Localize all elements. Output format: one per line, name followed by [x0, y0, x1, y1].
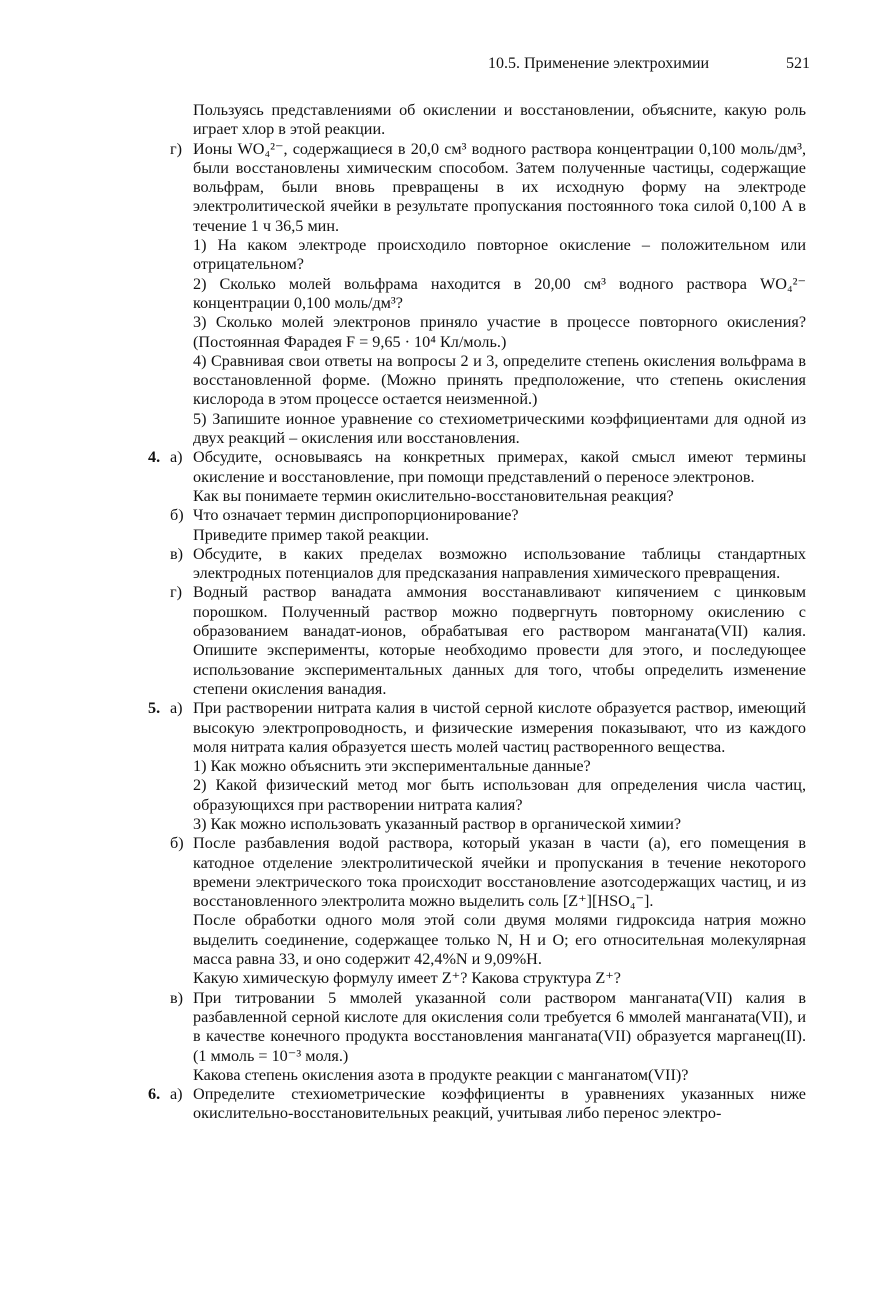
item-label: а) — [170, 1085, 183, 1104]
item-label: в) — [170, 544, 184, 563]
question-number: 6. — [148, 1085, 161, 1104]
paragraph: Обсудите, в каких пределах возможно использование таблицы стандартных электродных потенциалов для предсказания направления химического превращения. — [193, 544, 806, 583]
paragraph: Как вы понимаете термин окислительно-восстановительная реакция? — [193, 486, 674, 505]
question-5b — [148, 834, 806, 988]
item-label: а) — [170, 448, 183, 467]
page-body — [148, 101, 806, 1124]
subquestion: 4) Сравнивая свои ответы на вопросы 2 и 3, определите степень окисления вольфрама в восстановленной форме. (Можно принять предположение, что степень окисления кислорода в этом процессе остается неизменной.) — [193, 351, 806, 409]
paragraph: При титровании 5 ммолей указанной соли раствором манганата(VII) калия в разбавленной серной кислоте для окисления соли требуется 6 ммолей манганата(VII), и в качестве конечного продукта восстановления манганата(VII) образуется марганец(II). (1 ммоль = 10⁻³ моля.) — [193, 988, 806, 1065]
subquestion: 2) Какой физический метод мог быть использован для определения числа частиц, образующихся при растворении нитрата калия? — [193, 776, 806, 814]
item-label: г) — [170, 583, 183, 602]
paragraph: Приведите пример такой реакции. — [193, 525, 430, 544]
question-4g — [148, 583, 806, 699]
item-label: г) — [170, 139, 183, 158]
paragraph: Какова степень окисления азота в продукте реакции с манганатом(VII)? — [193, 1065, 689, 1084]
page-number: 521 — [786, 55, 810, 72]
subquestion: 1) Как можно объяснить эти экспериментальные данные? — [193, 757, 591, 776]
item-label: а) — [170, 699, 183, 718]
subquestion: 3) Сколько молей электронов приняло участие в процессе повторного окисления? (Постоянная Фарадея F = 9,65 · 10⁴ Кл/моль.) — [193, 313, 806, 351]
question-4b — [148, 506, 806, 545]
question-6a — [148, 1085, 806, 1124]
subquestion: 2) Сколько молей вольфрама находится в 20,00 см³ водного раствора WO₄²⁻ концентрации 0,100 моль/дм³? — [193, 274, 806, 312]
question-number: 5. — [148, 699, 161, 718]
question-4v — [148, 545, 806, 584]
paragraph: Водный раствор ванадата аммония восстанавливают кипячением с цинковым порошком. Полученный раствор можно подвергнуть повторному окислению с образованием ванадат-ионов, обрабатывая его раствором манганата(VII) калия. Опишите эксперименты, которые необходимо провести для этого, и последующее использование экспериментальных данных для того, чтобы определить изменение степени окисления ванадия. — [193, 583, 806, 698]
subquestion: 5) Запишите ионное уравнение со стехиометрическими коэффициентами для одной из двух реакций – окисления или восстановления. — [193, 409, 806, 448]
paragraph: После обработки одного моля этой соли двумя молями гидроксида натрия можно выделить соединение, содержащее только N, H и O; его относительная молекулярная масса равна 33, и оно содержит 42,4%N и 9,09%H. — [193, 911, 806, 969]
question-4a — [148, 448, 806, 506]
paragraph: Обсудите, основываясь на конкретных примерах, какой смысл имеют термины окисление и восстановление, при помощи представлений о переносе электронов. — [193, 448, 806, 486]
item-label: б) — [170, 506, 184, 525]
running-title: 10.5. Применение электрохимии — [488, 55, 710, 72]
question-5a — [148, 699, 806, 834]
paragraph: После разбавления водой раствора, который указан в части (а), его помещения в катодное отделение электролитической ячейки и пропускания в течение некоторого времени электрического тока происходит восстановление азотсодержащих частиц, и из восстановленного электролита можно выделить соль [Z⁺][HSO₄⁻]. — [193, 834, 806, 911]
subquestion: 1) На каком электроде происходило повторное окисление – положительном или отрицательном? — [193, 236, 806, 274]
paragraph: Определите стехиометрические коэффициенты в уравнениях указанных ниже окислительно-восстановительных реакций, учитывая либо перенос электро- — [193, 1085, 806, 1123]
section-g — [148, 140, 806, 449]
subquestion: 3) Как можно использовать указанный раствор в органической химии? — [193, 814, 682, 833]
item-label: б) — [170, 834, 184, 853]
section-c-tail — [148, 101, 806, 140]
question-5v — [148, 989, 806, 1085]
paragraph: Какую химическую формулу имеет Z⁺? Какова структура Z⁺? — [193, 969, 621, 988]
item-label: в) — [170, 988, 184, 1007]
paragraph: Ионы WO₄²⁻, содержащиеся в 20,0 см³ водного раствора концентрации 0,100 моль/дм³, были восстановлены химическим способом. Затем полученные частицы, содержащие вольфрам, были вновь превращены в их исходную форму на электроде электролитической ячейки в результате пропускания постоянного тока силой 0,100 А в течение 1 ч 36,5 мин. — [193, 139, 806, 235]
paragraph: Пользуясь представлениями об окислении и восстановлении, объясните, какую роль играет хлор в этой реакции. — [193, 101, 806, 139]
paragraph: Что означает термин диспропорционирование? — [193, 506, 519, 525]
paragraph: При растворении нитрата калия в чистой серной кислоте образуется раствор, имеющий высокую электропроводность, и физические измерения показывают, что из каждого моля нитрата калия образуется шесть молей частиц растворенного вещества. — [193, 699, 806, 756]
question-number: 4. — [148, 448, 161, 467]
